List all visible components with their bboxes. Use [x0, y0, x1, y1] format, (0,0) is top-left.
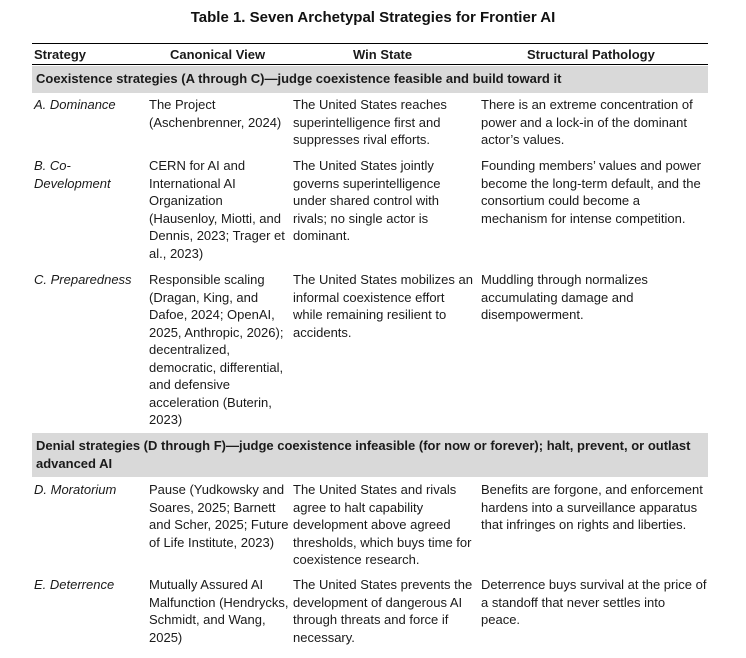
row-e-canonical-view: Mutually Assured AI Malfunction (Hendrycks, Schmidt, and Wang, 2025)	[149, 577, 289, 645]
column-header-strategy: Strategy	[34, 47, 87, 62]
row-a-canonical-view: The Project (Aschenbrenner, 2024)	[149, 97, 282, 130]
table-title: Table 1. Seven Archetypal Strategies for Frontier AI	[190, 9, 556, 26]
row-e-strategy: E. Deterrence	[34, 577, 115, 592]
row-d-win-state: The United States and rivals agree to halt capability development above agreed thresholds, which buys time for coexistence research.	[293, 482, 472, 567]
row-c-win-state: The United States mobilizes an informal coexistence effort while remaining resilient to accidents.	[293, 272, 473, 340]
table-header-rule	[32, 64, 708, 65]
row-e-pathology: Deterrence buys survival at the price of a standoff that never settles into peace.	[481, 577, 707, 627]
group-header-denial: Denial strategies (D through F)—judge coexistence infeasible (for now or forever); halt, prevent, or outlast advanced AI	[32, 433, 708, 477]
row-b-canonical-view: CERN for AI and International AI Organization (Hausenloy, Miotti, and Dennis, 2023; Trager et al., 2023)	[149, 158, 285, 261]
group-header-coexistence: Coexistence strategies (A through C)—judge coexistence feasible and build toward it	[32, 66, 708, 93]
row-b-strategy: B. Co-Development	[34, 158, 111, 191]
row-c-pathology: Muddling through normalizes accumulating damage and disempowerment.	[481, 272, 648, 322]
row-b-pathology: Founding members’ values and power become the long-term default, and the consortium could become a mechanism for intense competition.	[481, 158, 701, 226]
column-header-win-state: Win State	[353, 47, 413, 62]
row-a-pathology: There is an extreme concentration of power and a lock-in of the dominant actor’s values.	[481, 97, 693, 147]
row-e-win-state: The United States prevents the development of dangerous AI through threats and force if necessary.	[293, 577, 473, 645]
row-a-strategy: A. Dominance	[34, 97, 116, 112]
row-d-canonical-view: Pause (Yudkowsky and Soares, 2025; Barnett and Scher, 2025; Future of Life Institute, 2023)	[149, 482, 289, 550]
row-b-win-state: The United States jointly governs superintelligence under shared control with rivals; no single actor is dominant.	[293, 158, 441, 243]
row-d-pathology: Benefits are forgone, and enforcement hardens into a surveillance apparatus that infringes on rights and liberties.	[481, 482, 703, 532]
row-c-strategy: C. Preparedness	[34, 272, 132, 287]
row-c-canonical-view: Responsible scaling (Dragan, King, and Dafoe, 2024; OpenAI, 2025, Anthropic, 2026); decentralized, democratic, differential, and defensive acceleration (Buterin, 2023)	[149, 272, 284, 427]
column-header-structural-pathology: Structural Pathology	[527, 47, 655, 62]
table-top-rule	[32, 43, 708, 44]
column-header-canonical-view: Canonical View	[170, 47, 266, 62]
row-d-strategy: D. Moratorium	[34, 482, 117, 497]
row-a-win-state: The United States reaches superintelligence first and suppresses rival efforts.	[293, 97, 447, 147]
